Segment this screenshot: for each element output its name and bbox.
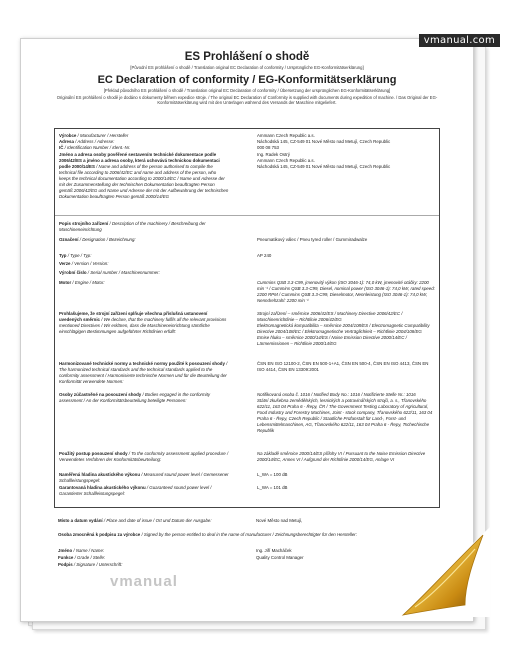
title-cz: ES Prohlášení o shodě: [184, 51, 310, 63]
page-curl-icon: [395, 527, 490, 617]
separator: [55, 215, 439, 216]
document-header: [21, 51, 473, 106]
subtitle-en: [Překlad původního ES prohlášení o shodě / Translation original EC Declaration of conformity / Übersetzung der ursprünglichen EG-Konformitätserklärung]: [103, 88, 391, 93]
watermark-faint: vmanual: [110, 573, 178, 590]
signature-block: Místo a datum vydání / Place and date of issue / Ort und Datum der Ausgabe: Nové Město nad Metují, Osoba zmocněná k podpisu za výrobce / Signed by the person entitled to deal in the name of manufacturer / Zeichnungsberechtigter für den Hersteller: Jméno / Name / Name: Ing. Jiří Macháček Funkce / Grade / Stelle: Quality Control Manager Podpis / Signature / Unterschrift:: [58, 518, 357, 567]
original-note: Originální ES prohlášení o shodě je dodáno s dokumenty během expedice stroje. / The original EC Declaration of Conformity is supplied with documents during expedition of machine. / Das Original der EG-Konformitätserklärung wird mit den Unterlagen während des Versands der Maschine mitgeliefert.: [56, 95, 438, 106]
watermark-badge: vmanual.com: [419, 34, 500, 47]
subtitle-cz: [Původní ES prohlášení o shodě / Translation original EC Declaration of conformity / Ursprüngliche EG-Konformitätserklärung]: [130, 65, 364, 70]
declaration-table: Výrobce / Manufacturer / Hersteller Ammann Czech Republic a.s. Adresa / Address / Adresse: Náchodská 145, CZ-549 01 Nové Město nad Metují, Czech Republic IČ / Identification Number / Ident.-Nr. 000 08 753 Jméno a adresa osoby pověřené sestavením technické dokumentace podle 2006/42/ES a jméno a adresa osoby, která uchovává technickou dokumentaci podle 2000/14/ES / Name and address of the person authorised to compile the technical file according to 2006/42/EC and name and address of the person, who keeps the technical documentation according to 2000/14/EC / Name und Adresse der mit der Zusammenstellung der technischen Dokumentation beauftragten Person gemäß 2006/42/EG und Name und Adresse der mit der Aufbewahrung der technischen Dokumentation beauftragten Person gemäß 2000/14/EG Ing. Radek Ostrý Ammann Czech Republic a.s. Náchodská 145, CZ-549 01 Nové Město nad Metují, Czech Republic Popis strojního zařízení / Description of the machinery / Beschreibung der Maschineneinrichtung Označení / Designation / Bezeichnung: Pneumatikový válec / Pneu tyred roller / Gummiradwalze Typ / Type / Typ: AP 240 Verze / Version / Version: Výrobní číslo / Serial number / Maschinennummer: Motor / Engine / Motor: Cummins QSB 3.3-C99, jmenovitý výkon (ISO 3046-1): 74,0 kW, jmenovité otáčky: 2200 min⁻¹ / Cummins QSB 3.3-C99, Diesel, nominal power (ISO 3046-1): 74,0 kW, rated speed: 2200 RPM / Cummins QSB 3.3-C99, Dieselmotor, Nennleistung (ISO 3046-1): 74,0 kW, Nenndrehzahl: 2200 min⁻¹ Prohlašujeme, že strojní zařízení splňuje všechna příslušná ustanovení uvedených směrnic / We declare, that the machinery fulfils all the relevant provisions mentioned Directives / Wir erklären, dass die Maschineneinrichtung sämtliche einschlägigen Bestimmungen aufgeführter Richtlinien erfüllt: Strojní zařízení – směrnice 2006/42/ES / Machinery Directive 2006/42/EC / Maschinenrichtlinie – Richtlinie 2006/42/EG Elektromagnetická kompatibilita – směrnice 2004/108/ES / Electromagnetic Compatibility Directive 2004/108/EC / Elektromagnetische Verträglichkeit – Richtlinie 2004/108/EG Emise hluku – směrnice 2000/14/ES / Noise Emission Directive 2000/14/EC / Lärmemissionen – Richtlinie 2000/14/EG Harmonizované technické normy a technické normy použité k posouzení shody / The harmonized technical standards and the technical standards applied to the conformity assessment / Harmonisierte technische Normen und für die Beurteilung der Konformität verwendete Normen: ČSN EN ISO 12100-2, ČSN EN 500-1+A1, ČSN EN 500-4, ČSN EN ISO 4413, ČSN EN ISO 4414, ČSN EN 13309:2001 Osoby zúčastněné na posouzení shody / Bodies engaged in the conformity assessment / An der Konformitätsbeurteilung beteiligte Personen: Notifikovaná osoba č. 1016 / Notified Body No.: 1016 / Notifizierte Stelle Nr.: 1016 Státní zkušebna zemědělských, lesnických a potravinářských strojů, a. s., Třanovského 622/11, 163 04 Praha 6 - Řepy, ČR / The Government Testing Laboratory of Agricultural, Food Industry and Forestry Machines, Joint - stock company, Třanovského 622/11, 163 04 Praha 6 - Řepy, Czech Republic / Staatliche Prüfanstalt für Land-, Forst- und Lebensmittelmaschinen, AG, Třanovského 622/11, 163 04 Praha 6 - Řepy, Tschechische Republik Použitý postup posouzení shody / To the conformity assessment applied procedure / Verwendetes Verfahren der Konformitätsbeurteilung: Na základě směrnice 2000/14/ES přílohy VI / Pursuant to the Noise Emission Directive 2000/14/EC, Annex VI / Aufgrund der Richtlinie 2000/14/EG, Anlage VI Naměřená hladina akustického výkonu / Measured sound power level / Gemessener Schallleistungspegel: L_WA = 100 dB Garantovaná hladina akustického výkonu / Guaranteed sound power level / Garantierter Schallleistungspegel: L_WA = 101 dB: [54, 128, 440, 508]
title-en: EC Declaration of conformity / EG-Konformitätserklärung: [97, 74, 397, 86]
